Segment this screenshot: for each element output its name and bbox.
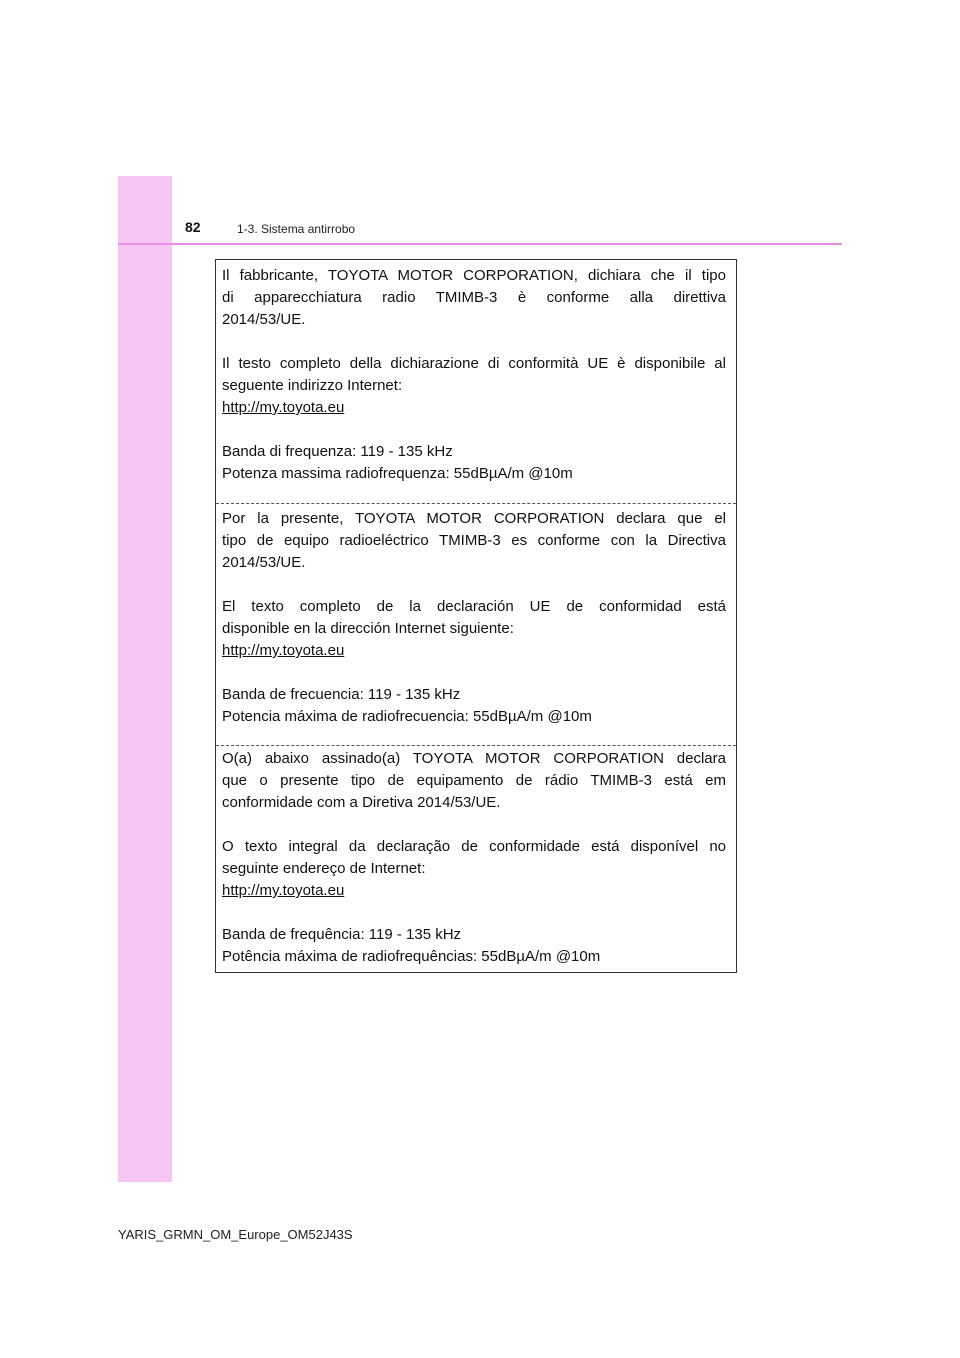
declaration-spanish [216,508,736,728]
header-rule [118,243,842,245]
italian-line-1: Il fabbricante, TOYOTA MOTOR CORPORATION, dichiara che il tipo [222,267,726,284]
spanish-line-2: tipo de equipo radioeléctrico TMIMB-3 es conforme con la Directiva [222,532,726,549]
spanish-line-3: 2014/53/UE. [222,554,306,571]
italian-line-6: Banda di frequenza: 119 - 135 kHz [222,443,453,460]
portuguese-line-1: O(a) abaixo assinado(a) TOYOTA MOTOR CORPORATION declara [222,750,726,767]
italian-link[interactable]: http://my.toyota.eu [222,399,345,416]
portuguese-line-7: Potência máxima de radiofrequências: 55dBµA/m @10m [222,948,601,965]
spanish-line-1: Por la presente, TOYOTA MOTOR CORPORATION declara que el [222,510,726,527]
section-tab-bar [118,176,172,1182]
portuguese-line-6: Banda de frequência: 119 - 135 kHz [222,926,462,943]
spanish-line-5: disponible en la dirección Internet siguiente: [222,620,514,637]
italian-line-7: Potenza massima radiofrequenza: 55dBµA/m @10m [222,465,573,482]
spanish-line-4: El texto completo de la declaración UE de conformidad está [222,598,726,615]
spanish-link[interactable]: http://my.toyota.eu [222,642,345,659]
italian-line-3: 2014/53/UE. [222,311,306,328]
italian-line-5: seguente indirizzo Internet: [222,377,403,394]
portuguese-line-2: que o presente tipo de equipamento de rádio TMIMB-3 está em [222,772,726,789]
section-title: 1-3. Sistema antirrobo [237,222,356,236]
page-number: 82 [185,219,201,235]
document-id: YARIS_GRMN_OM_Europe_OM52J43S [118,1227,353,1242]
italian-line-4: Il testo completo della dichiarazione di conformità UE è disponibile al [222,355,726,372]
dashed-divider [216,745,736,746]
portuguese-line-5: seguinte endereço de Internet: [222,860,426,877]
spanish-line-7: Potencia máxima de radiofrecuencia: 55dBµA/m @10m [222,708,592,725]
declaration-portuguese [216,748,736,968]
italian-line-2: di apparecchiatura radio TMIMB-3 è conforme alla direttiva [222,289,726,306]
portuguese-line-3: conformidade com a Diretiva 2014/53/UE. [222,794,501,811]
dashed-divider [216,503,736,504]
declaration-box [215,259,737,973]
portuguese-link[interactable]: http://my.toyota.eu [222,882,345,899]
spanish-line-6: Banda de frecuencia: 119 - 135 kHz [222,686,461,703]
portuguese-line-4: O texto integral da declaração de conformidade está disponível no [222,838,726,855]
declaration-italian [216,265,736,485]
